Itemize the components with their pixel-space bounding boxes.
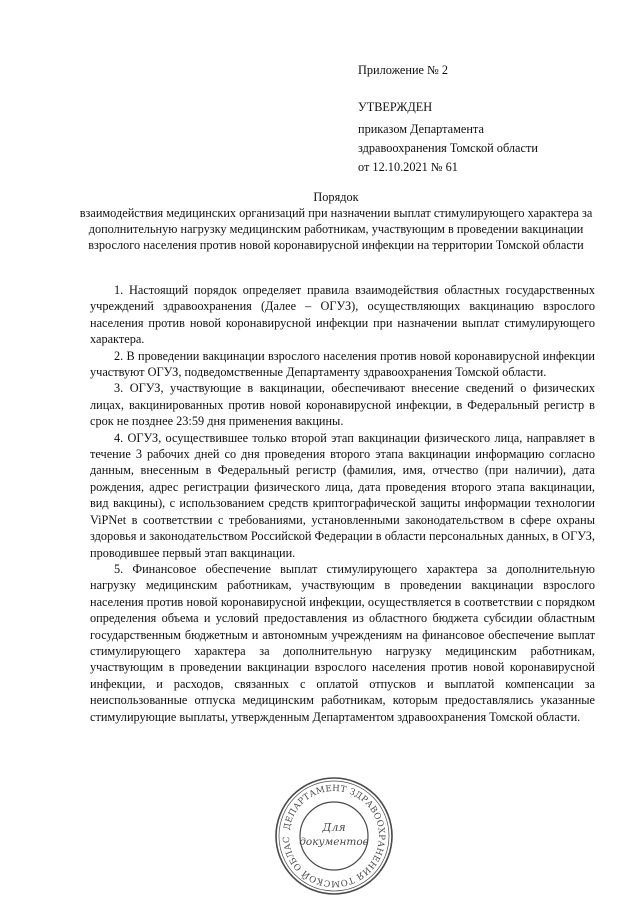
stamp-center-line2: документов bbox=[299, 836, 369, 848]
approved-line-date: от 12.10.2021 № 61 bbox=[358, 160, 458, 174]
paragraph-4: 4. ОГУЗ, осуществившее только второй этап вакцинации физического лица, направляет в течение 3 рабочих дней со дня проведения второго этапа вакцинации информацию согласно данным, внесенным в Федеральный регистр (фамилия, имя, отчество (при наличии), дата рождения, адрес регистрации физического лица, дата проведения второго этапа вакцинации, вид вакцины), с использованием средств криптографической защиты информации технологии ViPNet в соответствии с требованиями, установленными законодательством в сфере охраны здоровья и законодательством Российской Федерации в области персональных данных, в ОГУЗ, проводившее первый этап вакцинации. bbox=[90, 430, 595, 560]
title-heading: Порядок bbox=[313, 190, 359, 204]
paragraph-5: 5. Финансовое обеспечение выплат стимулирующего характера за дополнительную нагрузку медицинским работникам, участвующим в проведении вакцинации взрослого населения против новой коронавирусной инфекции, осуществляется в соответствии с порядком определения объема и условий предоставления из областного бюджета субсидии областным государственным бюджетным и автономным учреждениям на финансовое обеспечение выплат стимулирующего характера за дополнительную нагрузку медицинским работникам, участвующим в проведении вакцинации взрослого населения против новой коронавирусной инфекции, и расходов, связанных с оплатой отпусков и выплатой компенсации за неиспользованные отпуска медицинским работникам, которым предоставлялись указанные стимулирующие выплаты, утвержденным Департаментом здравоохранения Томской области. bbox=[90, 561, 595, 724]
official-stamp bbox=[272, 775, 396, 897]
document-body bbox=[90, 282, 595, 725]
appendix-label: Приложение № 2 bbox=[358, 63, 449, 77]
approved-line-department: здравоохранения Томской области bbox=[358, 141, 538, 155]
stamp-ring-text: ДЕПАРТАМЕНТ ЗДРАВООХРАНЕНИЯ ТОМСКОЙ ОБЛАС bbox=[281, 783, 387, 889]
stamp-center-line1: Для bbox=[322, 821, 346, 834]
paragraph-1: 1. Настоящий порядок определяет правила взаимодействия областных государственных учреждений здравоохранения (Далее – ОГУЗ), осуществляющих вакцинацию взрослого населения против новой коронавирусной инфекции при назначении выплат стимулирующего характера. bbox=[90, 283, 595, 347]
stamp-seal-icon bbox=[272, 775, 396, 897]
approved-line-order: приказом Департамента bbox=[358, 122, 484, 136]
title-subtitle: взаимодействия медицинских организаций при назначении выплат стимулирующего характера за дополнительную нагрузку медицинским работникам, участвующим в проведении вакцинации взрослого населения против новой коронавирусной инфекции на территории Томской области bbox=[79, 206, 593, 252]
paragraph-3: 3. ОГУЗ, участвующие в вакцинации, обеспечивают внесение сведений о физических лицах, вакцинированных против новой коронавирусной инфекции, в Федеральный регистр в срок не позднее 23:59 дня применения вакцины. bbox=[90, 381, 595, 429]
paragraph-2: 2. В проведении вакцинации взрослого населения против новой коронавирусной инфекции участвуют ОГУЗ, подведомственные Департаменту здравоохранения Томской области. bbox=[90, 348, 595, 380]
approved-label: УТВЕРЖДЕН bbox=[358, 100, 433, 114]
document-title bbox=[76, 189, 596, 253]
approved-by-block bbox=[358, 120, 608, 177]
